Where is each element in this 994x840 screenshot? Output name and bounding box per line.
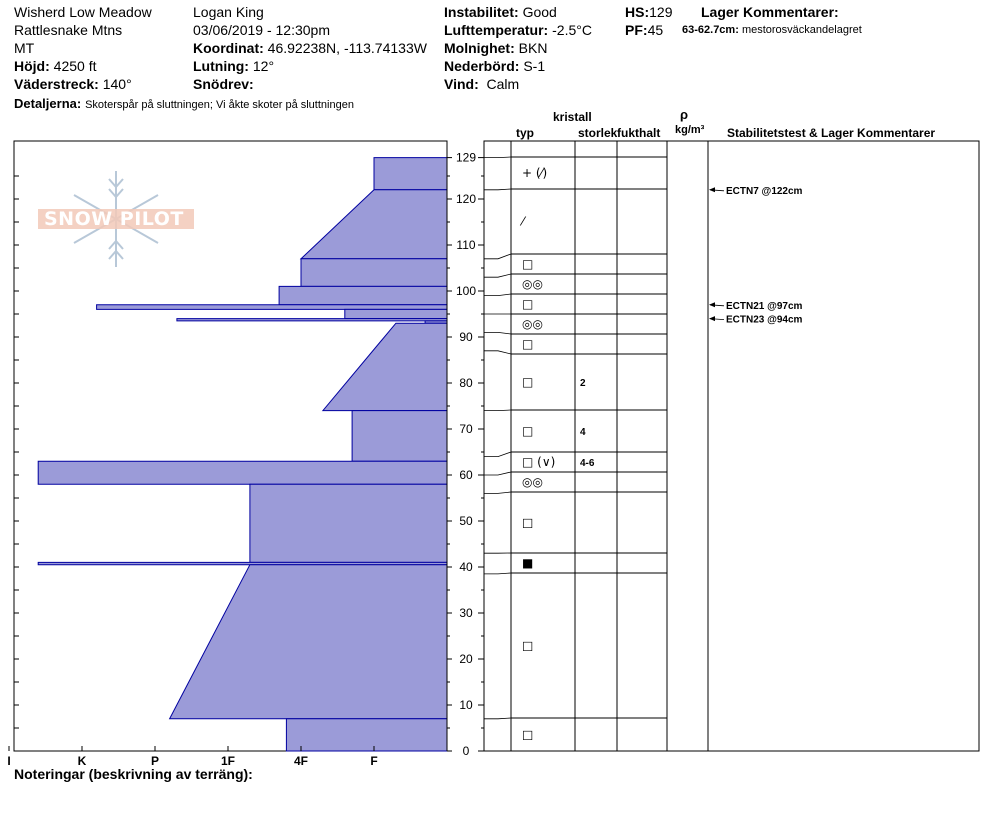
hardness-layer-3 <box>279 286 447 304</box>
hardness-layer-4 <box>97 305 447 310</box>
crystal-type: ⁄ <box>522 214 525 229</box>
x-tick-label: I <box>7 754 11 768</box>
density-unit-header: kg/m³ <box>675 124 705 136</box>
layer-comment-range: 63-62.7cm: <box>682 24 739 36</box>
elevation-label: Höjd: <box>14 58 50 74</box>
depth-tick-label: 110 <box>456 238 476 252</box>
hardness-layer-14 <box>286 719 447 751</box>
coordinate-value: 46.92238N, -113.74133W <box>267 40 427 56</box>
layer-comment-text: mestorosväckandelagret <box>741 24 862 36</box>
precip-value: S-1 <box>523 58 546 74</box>
date-time: 03/06/2019 - 12:30pm <box>193 22 330 38</box>
state-name: MT <box>14 40 35 56</box>
layer-connector <box>484 294 511 296</box>
sky-value: BKN <box>518 40 548 56</box>
hardness-layer-2 <box>301 259 447 287</box>
slope-value: 12° <box>252 58 275 74</box>
crystal-type: □ <box>522 375 534 389</box>
layer-connector <box>484 472 511 475</box>
details-value: Skoterspår på sluttningen; Vi åkte skoter på sluttningen <box>85 99 354 111</box>
layer-connector <box>484 492 511 493</box>
depth-tick-label: 60 <box>459 468 473 482</box>
hardness-layer-10 <box>38 461 447 484</box>
moisture-header: fukthalt <box>617 126 661 140</box>
x-tick-label: 4F <box>293 754 309 768</box>
depth-tick-label: 30 <box>459 606 473 620</box>
x-tick-label: 1F <box>220 754 236 768</box>
air-temp-value: -2.5°C <box>552 22 592 38</box>
x-tick-label: P <box>150 754 160 768</box>
crystal-type: □ (∨) <box>522 455 556 469</box>
crystal-type: □ <box>522 257 534 271</box>
coordinate-label: Koordinat: <box>193 40 264 56</box>
layer-connector <box>484 351 511 354</box>
layer-connector <box>484 718 511 719</box>
depth-tick-label: 80 <box>459 376 473 390</box>
hardness-layer-11 <box>250 484 447 562</box>
hardness-layer-6 <box>177 319 447 321</box>
aspect-label: Väderstreck: <box>14 76 99 92</box>
stability-test-arrow <box>709 187 715 192</box>
stability-test-header: Stabilitetstest & Lager Kommentarer <box>727 126 936 140</box>
x-tick-label: K <box>77 754 87 768</box>
depth-tick-label: 129 <box>455 150 477 165</box>
crystal-type: □ <box>522 727 534 742</box>
aspect-value: 140° <box>102 76 132 92</box>
hardness-layer-1 <box>301 190 447 259</box>
layer-connector <box>484 573 511 574</box>
wind-loading-label: Snödrev: <box>193 76 254 92</box>
crystal-type: □ <box>522 424 534 438</box>
sky-label: Molnighet: <box>444 40 515 56</box>
crystal-size: 4-6 <box>580 458 595 469</box>
wind-label: Vind: <box>444 76 479 92</box>
crystal-type: ◎◎ <box>522 475 543 489</box>
range-name: Rattlesnake Mtns <box>14 22 123 38</box>
depth-tick-label: 100 <box>455 284 477 298</box>
crystal-type: ■ <box>522 556 534 570</box>
stability-test-label: ECTN23 @94cm <box>726 314 803 326</box>
depth-tick-label: 10 <box>459 698 473 712</box>
stability-test-arrow <box>709 316 715 321</box>
depth-tick-label: 20 <box>459 652 473 666</box>
layer-connector <box>484 189 511 190</box>
elevation-value: 4250 ft <box>53 58 97 74</box>
depth-tick-label: 70 <box>459 422 473 436</box>
layer-connector <box>484 274 511 277</box>
location-name: Wisherd Low Meadow <box>14 4 152 20</box>
rho-header: ρ <box>680 107 689 122</box>
layer-connector <box>484 254 511 259</box>
stability-value: Good <box>522 4 557 20</box>
hs-label: HS: <box>625 4 650 20</box>
layer-table-frame <box>484 141 979 751</box>
type-header: typ <box>516 126 534 140</box>
layer-connector <box>484 332 511 334</box>
depth-tick-label: 120 <box>455 192 477 206</box>
stability-test-arrow <box>709 302 715 307</box>
hardness-layer-8 <box>323 323 447 410</box>
layer-connector <box>484 410 511 411</box>
hardness-layer-0 <box>374 158 447 190</box>
stability-label: Instabilitet: <box>444 4 519 20</box>
layer-connector <box>484 157 511 158</box>
logo-text: SNOW PILOT <box>44 208 184 230</box>
hardness-layer-5 <box>345 309 447 318</box>
size-header: storlek <box>578 126 618 140</box>
pf-label: PF: <box>625 22 648 38</box>
hardness-layer-9 <box>352 411 447 462</box>
crystal-type: ◎◎ <box>522 317 543 331</box>
layer-connector <box>484 452 511 457</box>
notes-label: Noteringar (beskrivning av terräng): <box>14 766 253 782</box>
stability-test-label: ECTN7 @122cm <box>726 185 803 197</box>
crystal-type: ◎◎ <box>522 277 543 291</box>
precip-label: Nederbörd: <box>444 58 520 74</box>
crystal-size: 2 <box>580 378 586 389</box>
pf-value: 45 <box>647 22 664 38</box>
crystal-type: + (⁄) <box>522 166 548 180</box>
depth-tick-label: 50 <box>459 514 473 528</box>
slope-label: Lutning: <box>193 58 249 74</box>
hardness-layer-13 <box>170 565 447 719</box>
stability-test-label: ECTN21 @97cm <box>726 300 803 312</box>
layer-comments-title: Lager Kommentarer: <box>701 4 839 20</box>
air-temp-label: Lufttemperatur: <box>444 22 549 38</box>
observer-name: Logan King <box>193 4 264 20</box>
wind-value: Calm <box>486 76 520 92</box>
depth-tick-label: 0 <box>462 744 470 758</box>
details-label: Detaljerna: <box>14 96 82 111</box>
depth-tick-label: 40 <box>459 560 473 574</box>
crystal-type: □ <box>522 337 534 351</box>
crystal-size: 4 <box>580 427 586 438</box>
hs-value: 129 <box>649 4 673 20</box>
crystal-header: kristall <box>553 110 592 124</box>
crystal-type: □ <box>522 297 534 311</box>
depth-tick-label: 90 <box>459 330 473 344</box>
crystal-type: □ <box>522 638 534 653</box>
crystal-type: □ <box>522 515 534 530</box>
x-tick-label: F <box>370 754 378 768</box>
